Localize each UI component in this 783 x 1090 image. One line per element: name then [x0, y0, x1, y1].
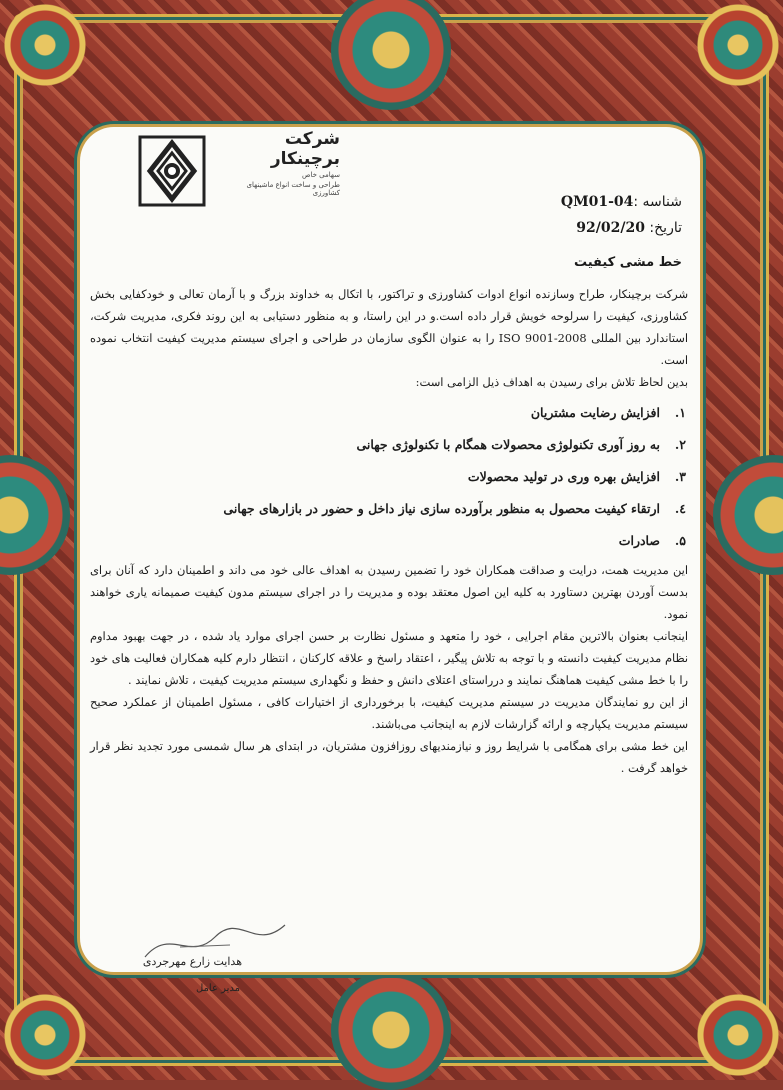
medallion-ornament-icon	[331, 970, 451, 1090]
signer-name: هدایت زارع مهرجردی	[142, 955, 242, 968]
list-item: ۳.افزایش بهره وری در تولید محصولات	[467, 469, 686, 484]
list-item: ۲.به روز آوری تکنولوژی محصولات همگام با تکنولوژی جهانی	[356, 437, 686, 452]
goals-list	[90, 397, 688, 557]
document-title: خط مشی کیفیت	[573, 255, 682, 270]
document-meta	[561, 189, 682, 241]
document-date-row	[561, 215, 682, 241]
document-date-label: تاریخ:	[649, 220, 682, 236]
company-type: سهامی خاص	[302, 171, 340, 179]
intro-paragraph: شرکت برچینکار، طراح وسازنده انواع ادوات کشاورزی و تراکتور، با اتکال به خداوند بزرگ و با آرمان تعالی و خودکفایی بخش کشاورزی، کیفیت را سرلوحه خویش قرار داده است.و در این راستا، و به منظور دستیابی به این روند فکری، مدیریت شرکت، استاندارد بین المللی ISO 9001-2008 را به عنوان الگوی سازمان در طراحی و اجرای سیستم مدیریت کیفیت انتخاب نموده است.	[90, 287, 688, 367]
handwritten-signature-icon	[140, 917, 290, 967]
company-logo-icon	[138, 135, 206, 207]
document-id-value: QM01-04	[560, 194, 634, 210]
representatives-paragraph: از این رو نمایندگان مدیریت در سیستم مدیریت کیفیت، با برخورداری از اختیارات کافی ، مسئول اطمینان از عملکرد صحیح سیستم مدیریت یکپارچه و ارائه گزارشات لازم به اینجانب می‌باشند.	[90, 695, 688, 731]
document-id-row	[561, 189, 682, 215]
document-date-value: 92/02/20	[576, 220, 645, 236]
company-activity: طراحی و ساخت انواع ماشینهای کشاورزی	[246, 181, 340, 197]
corner-ornament-icon	[693, 990, 783, 1080]
list-item: ۵.صادرات	[618, 533, 686, 548]
company-header	[220, 129, 340, 197]
review-paragraph: این خط مشی برای همگامی با شرایط روز و نیازمندیهای روزافزون مشتریان، در ابتدای هر سال شمسی مورد تجدید نظر قرار خواهد گرفت .	[90, 739, 688, 775]
goals-intro: بدین لحاظ تلاش برای رسیدن به اهداف ذیل الزامی است:	[415, 375, 688, 389]
commitment-paragraph: این مدیریت همت، درایت و صداقت همکاران خود را تضمین رسیدن به اهداف عالی خود می داند و اطمینان دارد که آنان برای بدست آوردن بهترین دستاورد به کلیه این اصول معتقد بوده و مدیریت را در اجرای سیستم مدون کیفیت صمیمانه یاری خواهند نمود.	[90, 563, 688, 621]
signer-role: مدیر عامل	[195, 983, 240, 994]
responsibility-paragraph: اینجانب بعنوان بالاترین مقام اجرایی ، خود را متعهد و مسئول نظارت بر حسن اجرای موارد یاد شده ، در جهت بهبود مداوم نظام مدیریت کیفیت دانسته و با توجه به تلاش پیگیر ، اعتقاد راسخ و علاقه کارکنان ، انتظار دارم کلیه همکاران فعالیت های خود را با خط مشی کیفیت هماهنگ نمایند و درراستای اعتلای دانش و حفظ و نگهداری سیستم مدیریت کیفیت ، تلاش نمایند .	[90, 629, 688, 687]
list-item: ۱.افزایش رضایت مشتریان	[530, 405, 686, 420]
company-name: شرکت برچینکار	[270, 129, 340, 169]
document-id-label: شناسه :	[633, 194, 682, 210]
list-item: ٤.ارتقاء کیفیت محصول به منظور برآورده سازی نیاز داخل و حضور در بازارهای جهانی	[223, 501, 686, 516]
document-body	[90, 283, 688, 779]
corner-ornament-icon	[0, 0, 90, 90]
certificate-paper	[80, 127, 700, 994]
corner-ornament-icon	[693, 0, 783, 90]
corner-ornament-icon	[0, 990, 90, 1080]
